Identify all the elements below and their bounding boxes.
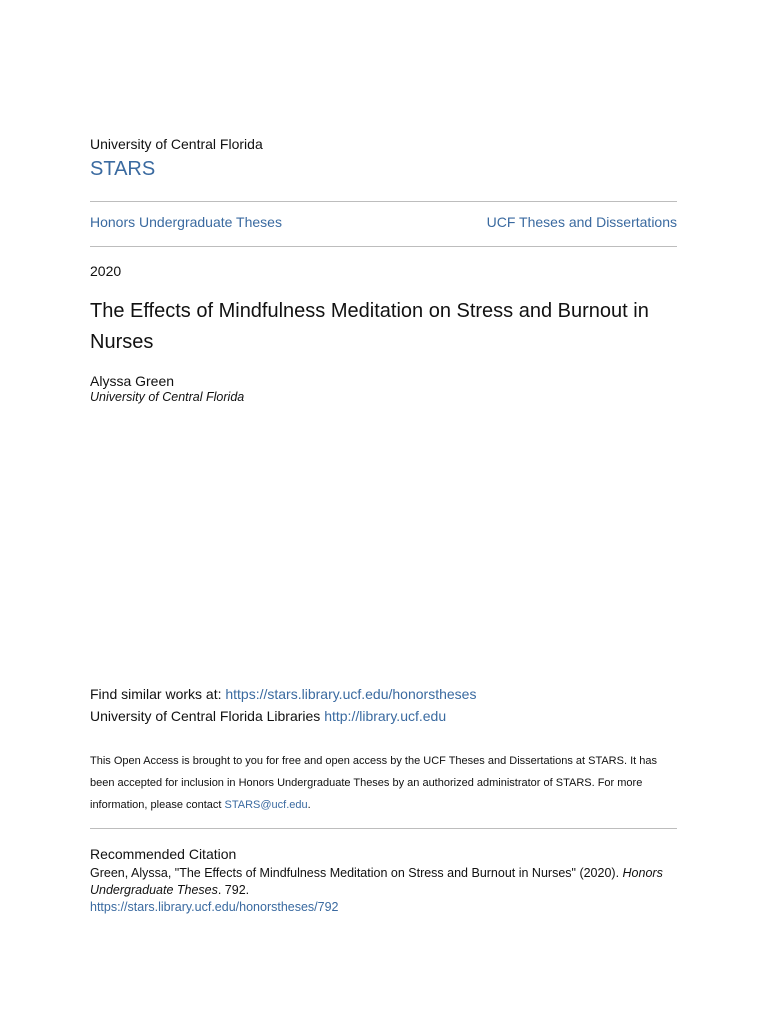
libraries-label: University of Central Florida Libraries — [90, 708, 325, 724]
paper-title: The Effects of Mindfulness Meditation on Stress and Burnout in Nurses — [90, 300, 649, 353]
divider-top — [90, 201, 677, 202]
find-similar-label: Find similar works at: — [90, 686, 226, 702]
recommended-citation-heading: Recommended Citation — [90, 846, 237, 862]
honors-theses-link[interactable]: Honors Undergraduate Theses — [90, 214, 282, 230]
author-affiliation: University of Central Florida — [90, 390, 245, 404]
citation-body: Green, Alyssa, "The Effects of Mindfulness Meditation on Stress and Burnout in Nurses" (2020). — [90, 866, 623, 880]
ucf-theses-link[interactable]: UCF Theses and Dissertations — [486, 214, 677, 230]
open-access-end: . — [307, 799, 311, 811]
citation-url-link[interactable]: https://stars.library.ucf.edu/honorstheses/792 — [90, 900, 339, 914]
citation-number: . 792. — [217, 883, 250, 897]
divider-bottom — [90, 828, 677, 829]
find-similar-link[interactable]: https://stars.library.ucf.edu/honorstheses — [225, 686, 477, 702]
citation-series: Honors Undergraduate Theses — [90, 866, 663, 897]
find-similar-line — [90, 686, 476, 702]
institution-name: University of Central Florida — [90, 136, 263, 152]
contact-email-link[interactable]: STARS@ucf.edu — [224, 799, 308, 811]
author-name: Alyssa Green — [90, 373, 175, 389]
libraries-link[interactable]: http://library.ucf.edu — [324, 708, 447, 724]
publication-year: 2020 — [90, 263, 122, 279]
stars-link[interactable]: STARS — [90, 158, 156, 180]
citation-text — [90, 865, 680, 899]
open-access-notice — [90, 750, 680, 816]
divider-middle — [90, 246, 677, 247]
open-access-text: This Open Access is brought to you for free and open access by the UCF Theses and Dissertations at STARS. It has been accepted for inclusion in Honors Undergraduate Theses by an authorized administrator of STARS. For more information, please contact — [90, 755, 657, 811]
libraries-line — [90, 708, 446, 724]
